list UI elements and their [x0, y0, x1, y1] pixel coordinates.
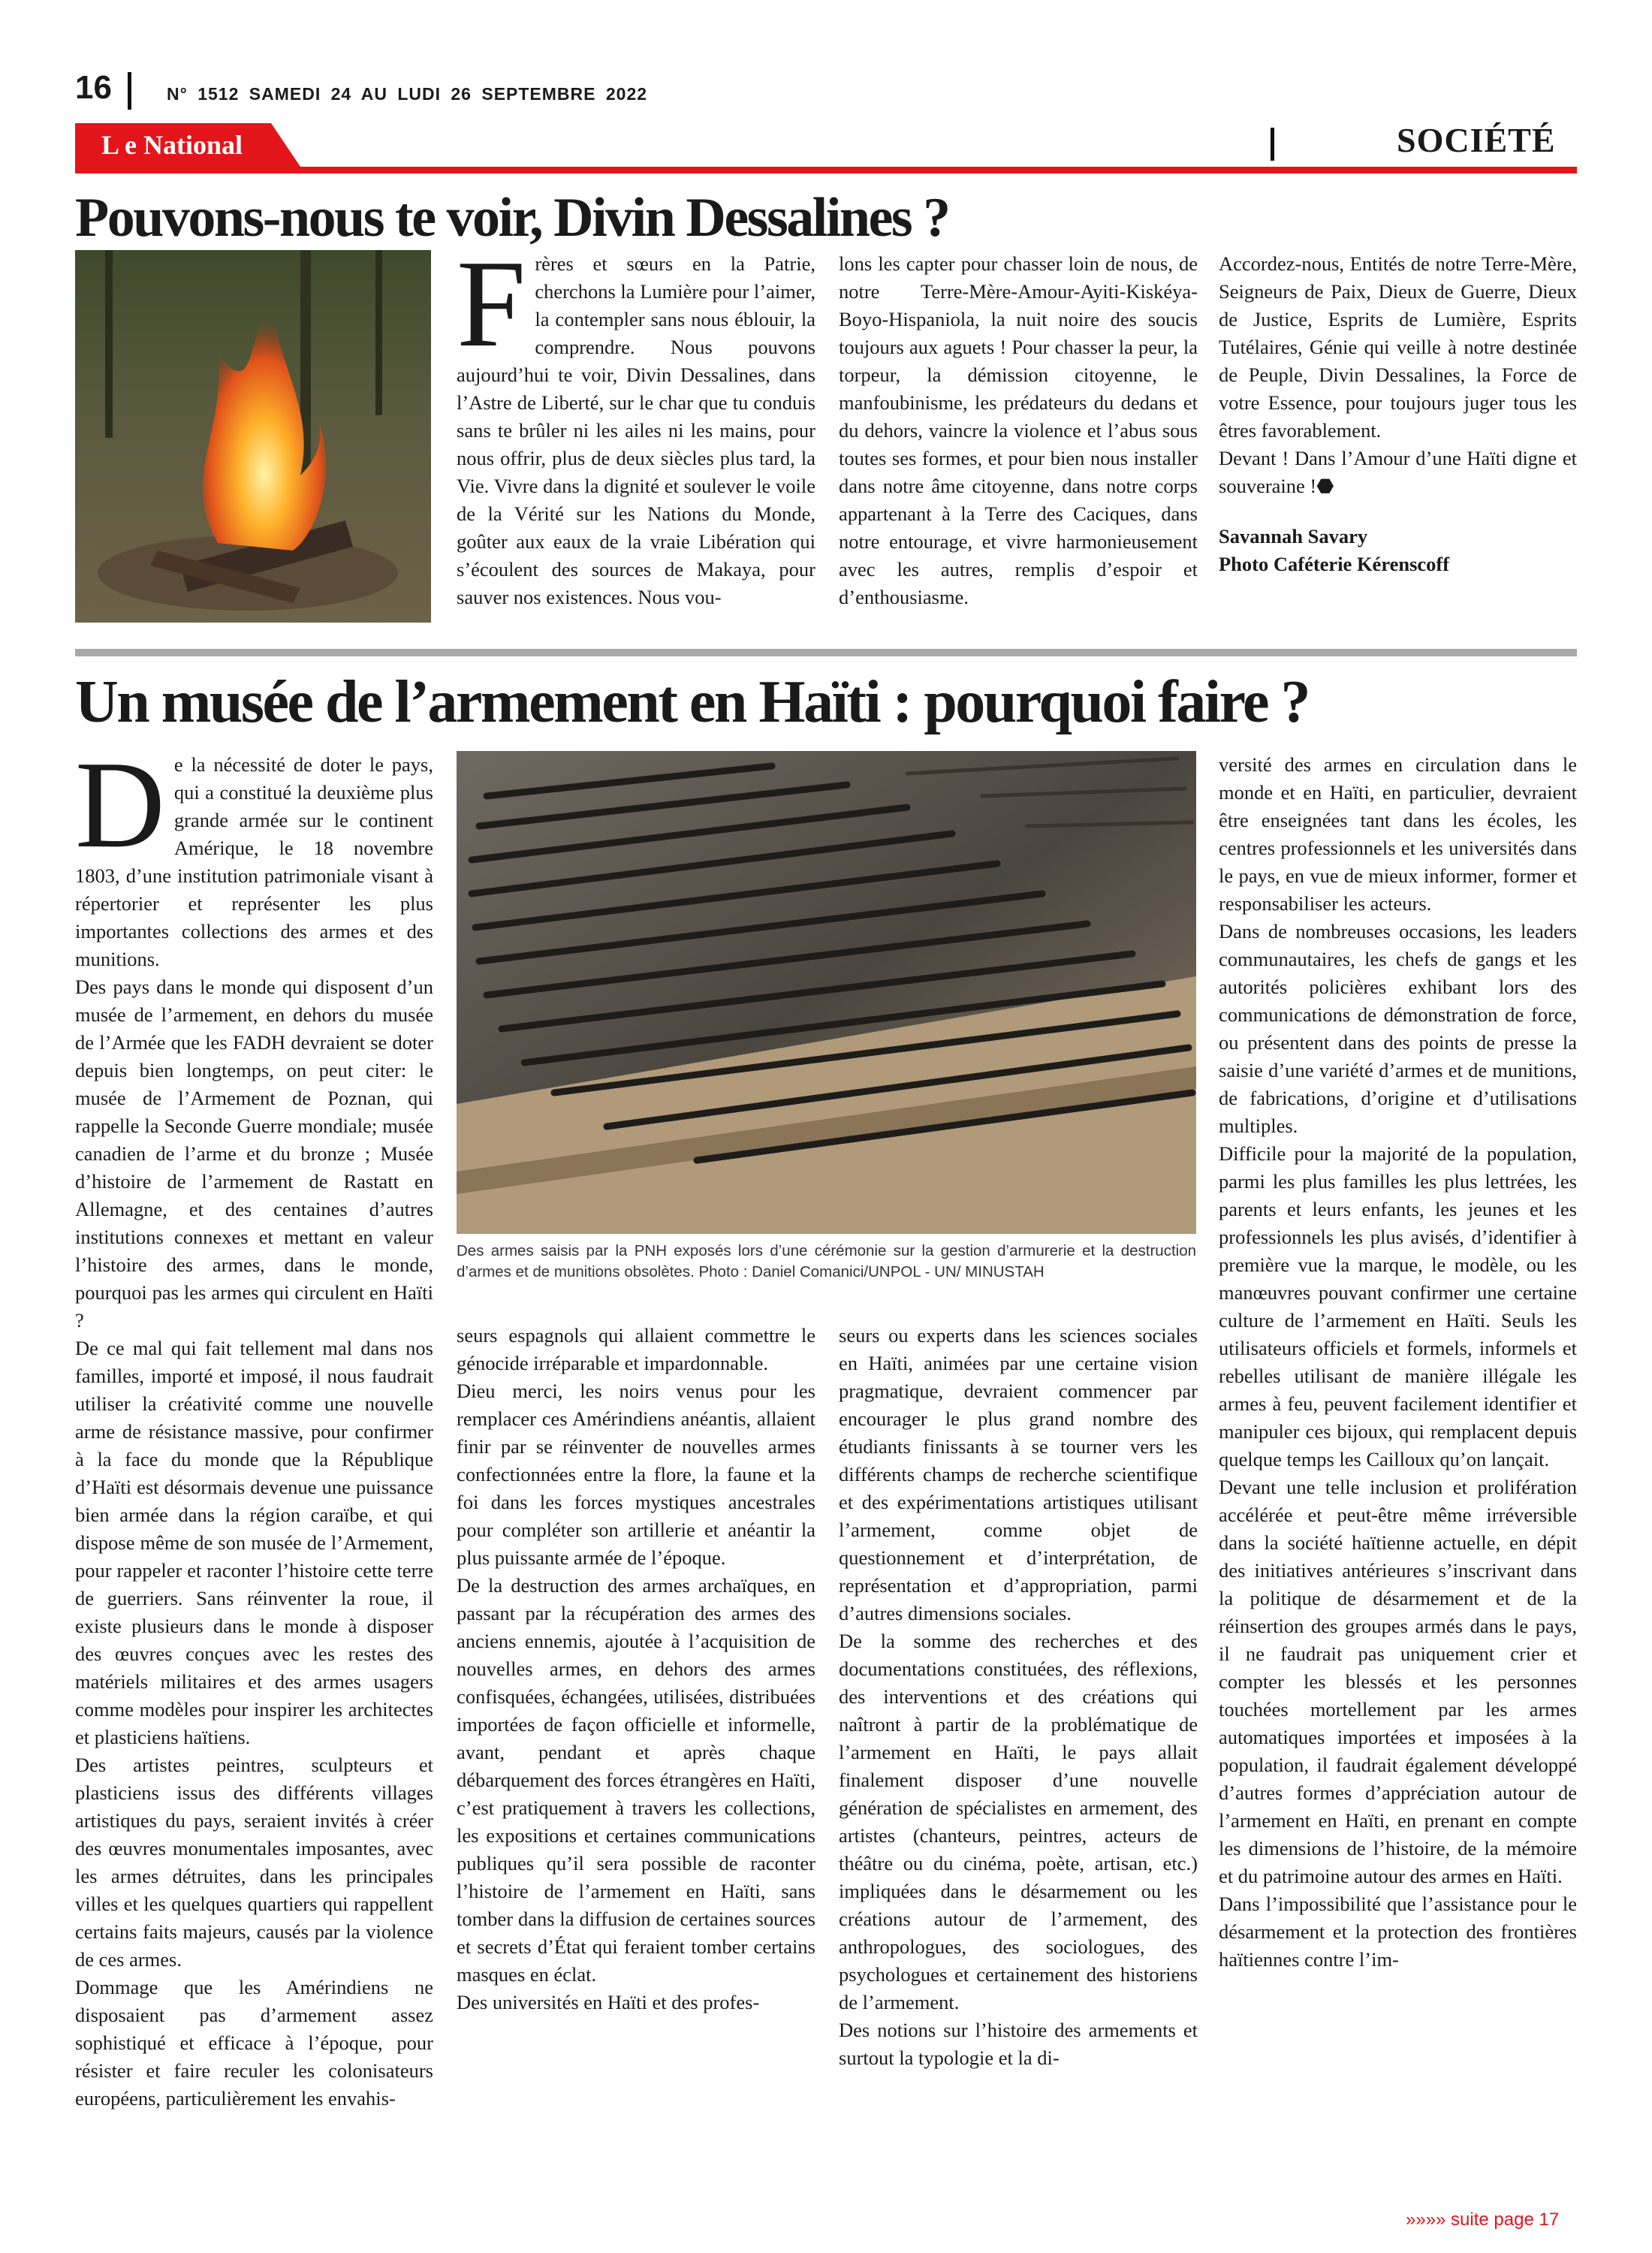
publication-name: L e National	[101, 130, 243, 160]
paragraph: seurs espagnols qui allaient commettre le génocide irréparable et impardonnable.	[457, 1324, 815, 1374]
article2-column-1	[75, 735, 433, 2113]
article2-column-2	[457, 1322, 815, 2016]
paragraph: Dans de nombreuses occasions, les leaders communautaires, les chefs de gangs et les autorités policières exhibant lors des communications de démonstration de force, ou présentent dans des points de presse la saisie d’une variété d’armes et de munitions, de fabrications, d’origine et d’utilisations multiples.	[1219, 920, 1577, 1137]
continuation-link[interactable]: »»»» suite page 17	[1406, 2209, 1560, 2230]
paragraph: De ce mal qui fait tellement mal dans nos familles, importé et imposé, il nous faudrait utiliser la créativité comme une nouvelle arme de résistance massive, pour confirmer à la face du monde que la République d’Haïti est désormais devenue une puissance bien armée dans la région caraïbe, et qui dispose même de son musée de l’Armement, pour rappeler et raconter l’histoire cette terre de guerriers. Sans réinventer la roue, il existe plusieurs dans le monde à disposer des œuvres conçues avec les restes des matériels militaires et des armes usagers comme modèles pour inspirer les architectes et plasticiens haïtiens.	[75, 1337, 433, 1748]
author-name: Savannah Savary	[1219, 525, 1368, 547]
paragraph: Des universités en Haïti et des profes-	[457, 1991, 760, 2013]
paragraph: lons les capter pour chasser loin de nous, de notre Terre-Mère-Amour-Ayiti-Kiskéya-Boyo-Hispaniola, la nuit noire des soucis toujours aux aguets ! Pour chasser la peur, la torpeur, la démission citoyenne, le manfoubinisme, les prédateurs du dedans et du dehors, vaincre la violence et l’abus sous toutes ses formes, et pour bien nous installer dans notre âme citoyenne, dans notre corps appartenant à la Terre des Caciques, dans notre entourage, et vivre harmonieusement avec les autres, remplis d’espoir et d’enthousiasme.	[839, 252, 1198, 608]
page-number: 16	[75, 69, 112, 106]
paragraph: Des artistes peintres, sculpteurs et plasticiens issus des différents villages artistiques du pays, seraient invités à créer des œuvres monumentales imposantes, avec les armes détruites, dans les principales villes et les quelques quartiers qui rappellent certains faits majeurs, causés par la violence de ces armes.	[75, 1754, 433, 1971]
header-rule	[75, 167, 1577, 173]
paragraph: Dieu merci, les noirs venus pour les remplacer ces Amérindiens anéantis, allaient finir par se réinventer de nouvelles armes confectionnées entre la flore, la faune et la foi dans les forces mystiques ancestrales pour compléter son artillerie et anéantir la plus puissante armée de l’époque.	[457, 1380, 815, 1569]
article2-column-3	[839, 1322, 1198, 2072]
photo-credit: Photo Caféterie Kérenscoff	[1219, 553, 1450, 575]
drop-cap: F	[457, 234, 526, 372]
paragraph: seurs ou experts dans les sciences sociales en Haïti, animées par une certaine vision pragmatique, devraient commencer par encourager le plus grand nombre des étudiants finissants à se tourner vers les différents champs de recherche scientifique et des expérimentations artistiques utilisant l’armement, comme objet de questionnement et d’interprétation, de représentation et d’appropriation, parmi d’autres dimensions sociales.	[839, 1324, 1198, 1624]
paragraph: Difficile pour la majorité de la population, parmi les plus familles les plus lettrées, les parents et leurs enfants, les jeunes et les professionnels les plus avisés, d’identifier à première vue la marque, le modèle, ou les manœuvres pouvant confirmer une certaine culture de l’armement en Haïti. Seuls les utilisateurs officiels et formels, informels et rebelles utilisant de manière illégale les armes à feu, peuvent facilement identifier et manipuler ces bijoux, qui remplacent depuis quelque temps les Cailloux qu’on lançait.	[1219, 1142, 1577, 1470]
paragraph: versité des armes en circulation dans le monde et en Haïti, en particulier, devraient être enseignées tant dans les écoles, les centres professionnels et les universités dans le pays, en vue de mieux informer, former et responsabiliser les acteurs.	[1219, 753, 1577, 915]
paragraph: Des pays dans le monde qui disposent d’un musée de l’armement, en dehors du musée de l’Armée que les FADH devraient se doter depuis bien longtemps, on peut citer: le musée de l’Armement de Poznan, qui rappelle la Seconde Guerre mondiale; musée canadien de l’arme et du bronze ; Musée d’histoire de l’armement de Rastatt en Allemagne, et des centaines d’autres institutions connexes et mettant en valeur l’histoire des armes, dans le monde, pourquoi pas les armes qui circulent en Haïti ?	[75, 976, 433, 1332]
section-divider	[1271, 128, 1274, 161]
article-divider	[75, 649, 1577, 656]
drop-cap: D	[75, 735, 165, 873]
article2-column-4	[1219, 751, 1577, 1974]
article1-column-1	[457, 234, 815, 611]
section-label: SOCIÉTÉ	[1397, 121, 1556, 159]
paragraph: Devant une telle inclusion et prolifération accélérée et peut-être même irréversible dans la société haïtienne actuelle, en dépit des initiatives antérieures s’inscrivant dans la politique de désarmement et de la réinsertion des groupes armés dans le pays, il ne faudrait pas uniquement crier et compter les blessés et les personnes touchées mortellement par les armes automatiques importées et imposées à la population, il faudrait également développé d’autres formes d’appréciation autour de l’armement en Haïti, en prenant en compte les dimensions de l’histoire, de la mémoire et du patrimoine autour des armes en Haïti.	[1219, 1476, 1577, 1887]
paragraph: Devant ! Dans l’Amour d’une Haïti digne et souveraine !⬣	[1219, 447, 1577, 497]
paragraph: Dommage que les Amérindiens ne disposaient pas d’armement assez sophistiqué et efficace à l’époque, pour résister et faire reculer les colonisateurs européens, particulièrement les envahis-	[75, 1976, 433, 2110]
photo-caption: Des armes saisis par la PNH exposés lors d’une cérémonie sur la gestion d’armurerie et la destruction d’armes et de munitions obsolètes. Photo : Daniel Comanici/UNPOL - UN/ MINUSTAH	[457, 1242, 1196, 1280]
paragraph: De la somme des recherches et des documentations constituées, des réflexions, des interventions et des créations qui naîtront à partir de la problématique de l’armement en Haïti, le pays allait finalement disposer d’une nouvelle génération de spécialistes en armement, des artistes (chanteurs, peintres, acteurs de théâtre ou du cinéma, poète, artisan, etc.) impliquées dans le désarmement ou les créations autour de l’armement, des anthropologues, des sociologues, des psychologues et certainement des historiens de l’armement.	[839, 1630, 1198, 2013]
issue-date: N° 1512 SAMEDI 24 AU LUDI 26 SEPTEMBRE 2022	[167, 84, 648, 104]
paragraph: Des notions sur l’histoire des armements et surtout la typologie et la di-	[839, 2019, 1198, 2069]
bonfire-photo	[75, 250, 431, 623]
paragraph: De la destruction des armes archaïques, en passant par la récupération des armes des anciens ennemis, ajoutée à l’acquisition de nouvelles armes, en dehors des armes confisquées, échangées, utilisées, distribuées importées de façon officielle et informelle, avant, pendant et après chaque débarquement des forces étrangères en Haïti, c’est pratiquement à travers les collections, les expositions et certaines communications publiques qu’il sera possible de raconter l’histoire de l’armement en Haïti, sans tomber dans la diffusion de certaines sources et secrets d’État qui feraient tomber certains masques en éclat.	[457, 1574, 815, 1986]
article-title: Pouvons-nous te voir, Divin Dessalines ?	[75, 187, 949, 249]
header-divider	[128, 72, 131, 110]
paragraph: Accordez-nous, Entités de notre Terre-Mère, Seigneurs de Paix, Dieux de Guerre, Dieux de Justice, Esprits de Lumière, Esprits Tutélaires, Génie qui veille à notre destinée de Peuple, Divin Dessalines, la Force de votre Essence, pour toujours juger tous les êtres favorablement.	[1219, 252, 1577, 442]
article1-column-2	[839, 250, 1198, 611]
paragraph: Dans l’impossibilité que l’assistance pour le désarmement et la protection des frontières haïtiennes contre l’im-	[1219, 1893, 1577, 1971]
paragraph: rères et sœurs en la Patrie, cherchons la Lumière pour l’aimer, la contempler sans nous éblouir, la comprendre. Nous pouvons aujourd’hui te voir, Divin Dessalines, dans l’Astre de Liberté, sur le char que tu conduis sans te brûler ni les ailes ni les mains, pour nous offrir, plus de deux siècles plus tard, la Vie. Vivre dans la dignité et soulever le voile de la Vérité sur les Nations du Monde, goûter aux eaux de la vraie Libération qui s’écoulent des sources de Makaya, pour sauver nos existences. Nous vou-	[457, 252, 815, 608]
seized-weapons-photo	[457, 751, 1196, 1234]
article-title: Un musée de l’armement en Haïti : pourquoi faire ?	[75, 669, 1310, 735]
paragraph: e la nécessité de doter le pays, qui a constitué la deuxième plus grande armée sur le continent Amérique, le 18 novembre 1803, d’une institution patrimoniale visant à répertorier et représenter les plus importantes collections des armes et des munitions.	[75, 753, 433, 970]
article1-column-3	[1219, 250, 1577, 578]
